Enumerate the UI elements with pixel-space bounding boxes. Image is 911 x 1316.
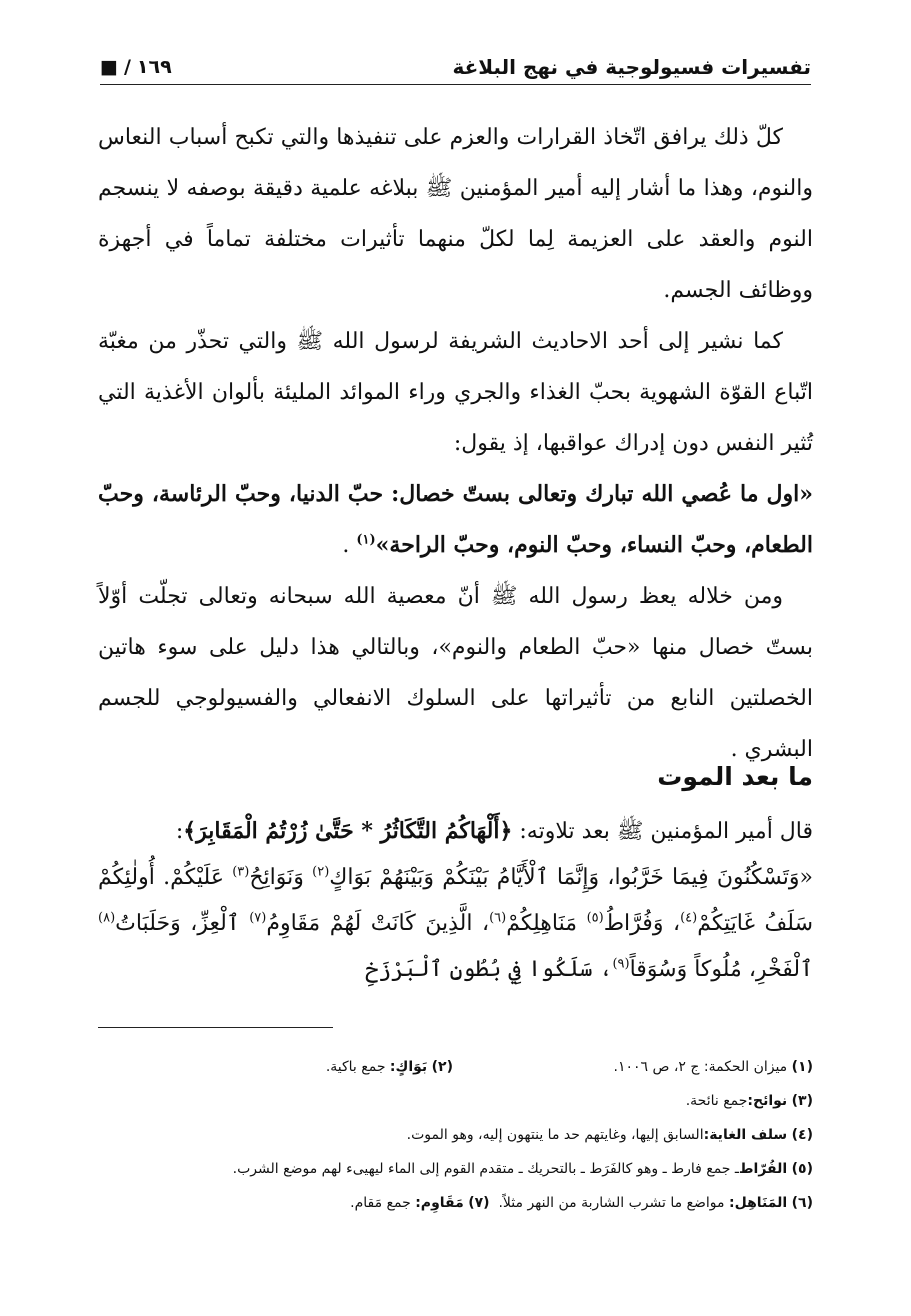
footnote-ref-9: (٩) [612,956,630,972]
footnote-number: (٢) [431,1059,453,1075]
sermon-segment: وَنَوَائِحُ [249,865,313,890]
book-title: تفسيرات فسيولوجية في نهج البلاغة [452,55,811,79]
hadith-text: «اول ما عُصي الله تبارك وتعالى بستّ خصال: حبّ الدنيا، وحبّ الرئاسة، وحبّ الطعام، وحبّ النساء، وحبّ النوم، وحبّ الراحة» [98,481,813,558]
footnote-number: (٤) [791,1127,813,1143]
footnote-2 [326,1050,453,1084]
section-title: ما بعد الموت [657,762,813,791]
hadith-quote [98,469,813,571]
footnote-text: مواضع ما تشرب الشاربة من النهر مثلاً. [498,1195,729,1211]
footnote-number: (٥) [791,1161,813,1177]
footnote-number: (٣) [791,1093,813,1109]
running-header [100,50,811,85]
footnote-text: ميزان الحكمة: ج ٢، ص ١٠٠٦. [613,1059,788,1075]
sermon-segment: ، الَّذِينَ كَانَتْ لَهُمْ مَقَاوِمُ [266,911,490,936]
page-number: ١٦٩ [136,56,172,78]
footnote-ref-1: (١) [356,532,376,548]
footnotes [98,1050,813,1220]
page-separator: / [123,56,131,78]
paragraph-2: كما نشير إلى أحد الاحاديث الشريفة لرسول الله ﷺ والتي تحذّر من مغبّة اتّباع القوّة الشهوية بحبّ الغذاء والجري وراء الموائد المليئة بألوان الأغذية التي تُثير النفس دون إدراك عواقبها، إذ يقول: [98,329,813,456]
sermon-intro-plain: قال أمير المؤمنين ﷺ بعد تلاوته: [512,819,813,844]
page-number-block [100,56,172,78]
paragraph-1: كلّ ذلك يرافق اتّخاذ القرارات والعزم على تنفيذها والتي تكبح أسباب النعاس والنوم، وهذا ما أشار إليه أمير المؤمنين ﷺ ببلاغه علمية دقيقة بوصفه لا ينسجم النوم والعقد على العزيمة لِما لكلّ منهما تأثيرات مختلفة تماماً في أجهزة ووظائف الجسم. [98,125,813,303]
body-text [98,112,813,775]
footnote-6 [498,1186,813,1220]
footnote-text: السابق إليها، وغايتهم حد ما ينتهون إليه، وهو الموت. [406,1127,704,1143]
footnote-number: (١) [791,1059,813,1075]
footnote-term: بَوَاكٍ: [389,1059,428,1075]
sermon-text [98,808,813,993]
footnote-ref-6: (٦) [489,910,507,926]
square-mark-icon: ■ [100,56,118,78]
sermon-segment: عَلَيْكُمْ. أُولٰئِكُمْ سَلَفُ غَايَتِكُمْ [98,865,814,936]
footnote-term: الفُرّاط [739,1161,788,1177]
sermon-intro-end: : [175,819,184,844]
footnote-7 [350,1186,489,1220]
footnote-5 [98,1152,813,1186]
footnote-row [98,1186,813,1220]
footnote-text: جمع مَقام. [350,1195,416,1211]
footnote-term: سلف الغاية: [703,1127,788,1143]
footnote-text: ـ جمع فارط ـ وهو كالفَرَط ـ بالتحريك ـ متقدم القوم إلى الماء ليهيىء لهم موضع الشرب. [232,1161,739,1177]
sermon-segment: ٱلْعِزِّ، وَحَلَبَاتُ [115,911,250,936]
sermon-segment: ٱلْفَخْرِ، مُلُوكاً وَسُوَقاً [629,957,813,982]
footnote-number: (٧) [468,1195,490,1211]
footnote-ref-8: (٨) [98,910,116,926]
sermon-quote [98,855,813,993]
footnote-term: المَنَاهِل: [728,1195,788,1211]
sermon-intro [98,808,813,855]
footnote-text: جمع نائحة. [685,1093,748,1109]
footnote-ref-3: (٣) [232,864,250,880]
footnote-ref-2: (٢) [312,864,330,880]
footnote-text: جمع باكية. [325,1059,390,1075]
footnote-4 [98,1118,813,1152]
footnote-divider [98,1027,333,1028]
sermon-segment: ، وَفُرَّاطُ [603,911,681,936]
footnote-term: مَقَاوِم: [415,1195,464,1211]
footnote-term: نوائح: [747,1093,788,1109]
paragraph-3: ومن خلاله يعظ رسول الله ﷺ أنّ معصية الله سبحانه وتعالى تجلّت أوّلاً بستّ خصال منها «حبّ الطعام والنوم»، وبالتالي هذا دليل على سوء هاتين الخصلتين النابع من تأثيراتها على السلوك الانفعالي والفسيولوجي للجسم البشري . [98,584,813,762]
footnote-row [98,1050,813,1084]
footnote-3 [98,1084,813,1118]
sermon-segment: «وَتَسْكُنُونَ فِيمَا خَرَّبُوا، وَإِنَّمَا ٱلْأَيَّامُ بَيْنَكُمْ وَبَيْنَهُمْ بَوَاكٍ [329,865,813,890]
hadith-end: . [342,533,357,558]
footnote-ref-5: (٥) [586,910,604,926]
footnote-ref-7: (٧) [249,910,267,926]
footnote-number: (٦) [791,1195,813,1211]
sermon-segment: ، سَلَكُوا فِي بُطُونِ ٱلْبَرْزَخِ [365,957,613,982]
quran-verse: ﴿أَلْهَاكُمُ التَّكَاثُرُ * حَتَّىٰ زُرْتُمُ الْمَقَابِرَ﴾ [183,818,513,844]
footnote-ref-4: (٤) [680,910,698,926]
sermon-segment: مَنَاهِلِكُمْ [506,911,587,936]
footnote-1 [453,1050,813,1084]
